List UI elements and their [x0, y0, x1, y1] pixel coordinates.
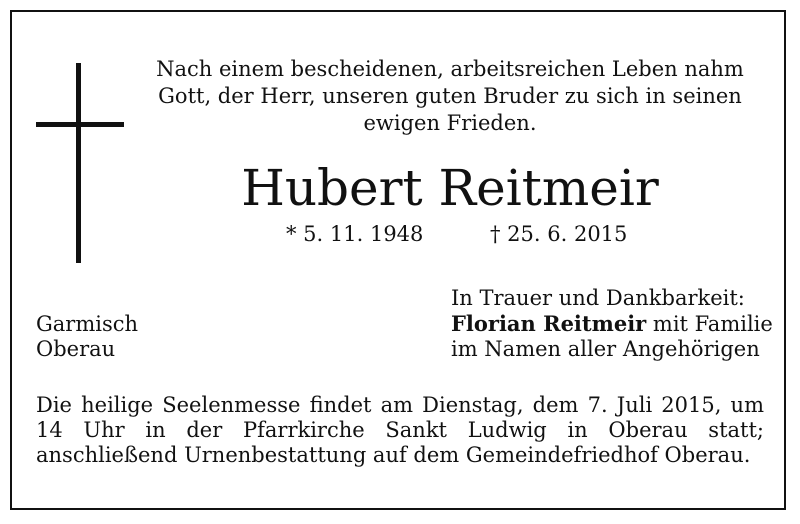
intro-text — [140, 56, 760, 137]
intro-line: Gott, der Herr, unseren guten Bruder zu sich in seinen — [158, 84, 742, 108]
mourner-name: Florian Reitmeir — [451, 311, 647, 336]
deceased-name: Hubert Reitmeir — [241, 159, 659, 217]
mourners-heading: In Trauer und Dankbarkeit: — [451, 286, 745, 310]
intro-line: Nach einem bescheidenen, arbeitsreichen Leben nahm — [156, 57, 744, 81]
death-date: † 25. 6. 2015 — [490, 222, 628, 246]
place-line: Oberau — [36, 337, 116, 361]
cross-icon-bar — [36, 122, 124, 127]
service-notice — [36, 393, 764, 468]
intro-line: ewigen Frieden. — [363, 111, 537, 135]
mourners-block — [451, 286, 773, 362]
mourners-main-line — [451, 311, 773, 337]
notice-line: Die heilige Seelenmesse findet am Dienstag, dem 7. Juli 2015, um — [36, 393, 764, 417]
birth-date: * 5. 11. 1948 — [286, 222, 424, 246]
place-line: Garmisch — [36, 312, 139, 336]
mourner-family: mit Familie — [646, 312, 773, 336]
notice-line: anschließend Urnenbestattung auf dem Gemeindefriedhof Oberau. — [36, 443, 751, 467]
notice-line: 14 Uhr in der Pfarrkirche Sankt Ludwig in Oberau statt; — [36, 418, 764, 442]
mourners-relatives: im Namen aller Angehörigen — [451, 337, 760, 361]
place-block — [36, 312, 138, 362]
cross-icon — [76, 63, 81, 263]
